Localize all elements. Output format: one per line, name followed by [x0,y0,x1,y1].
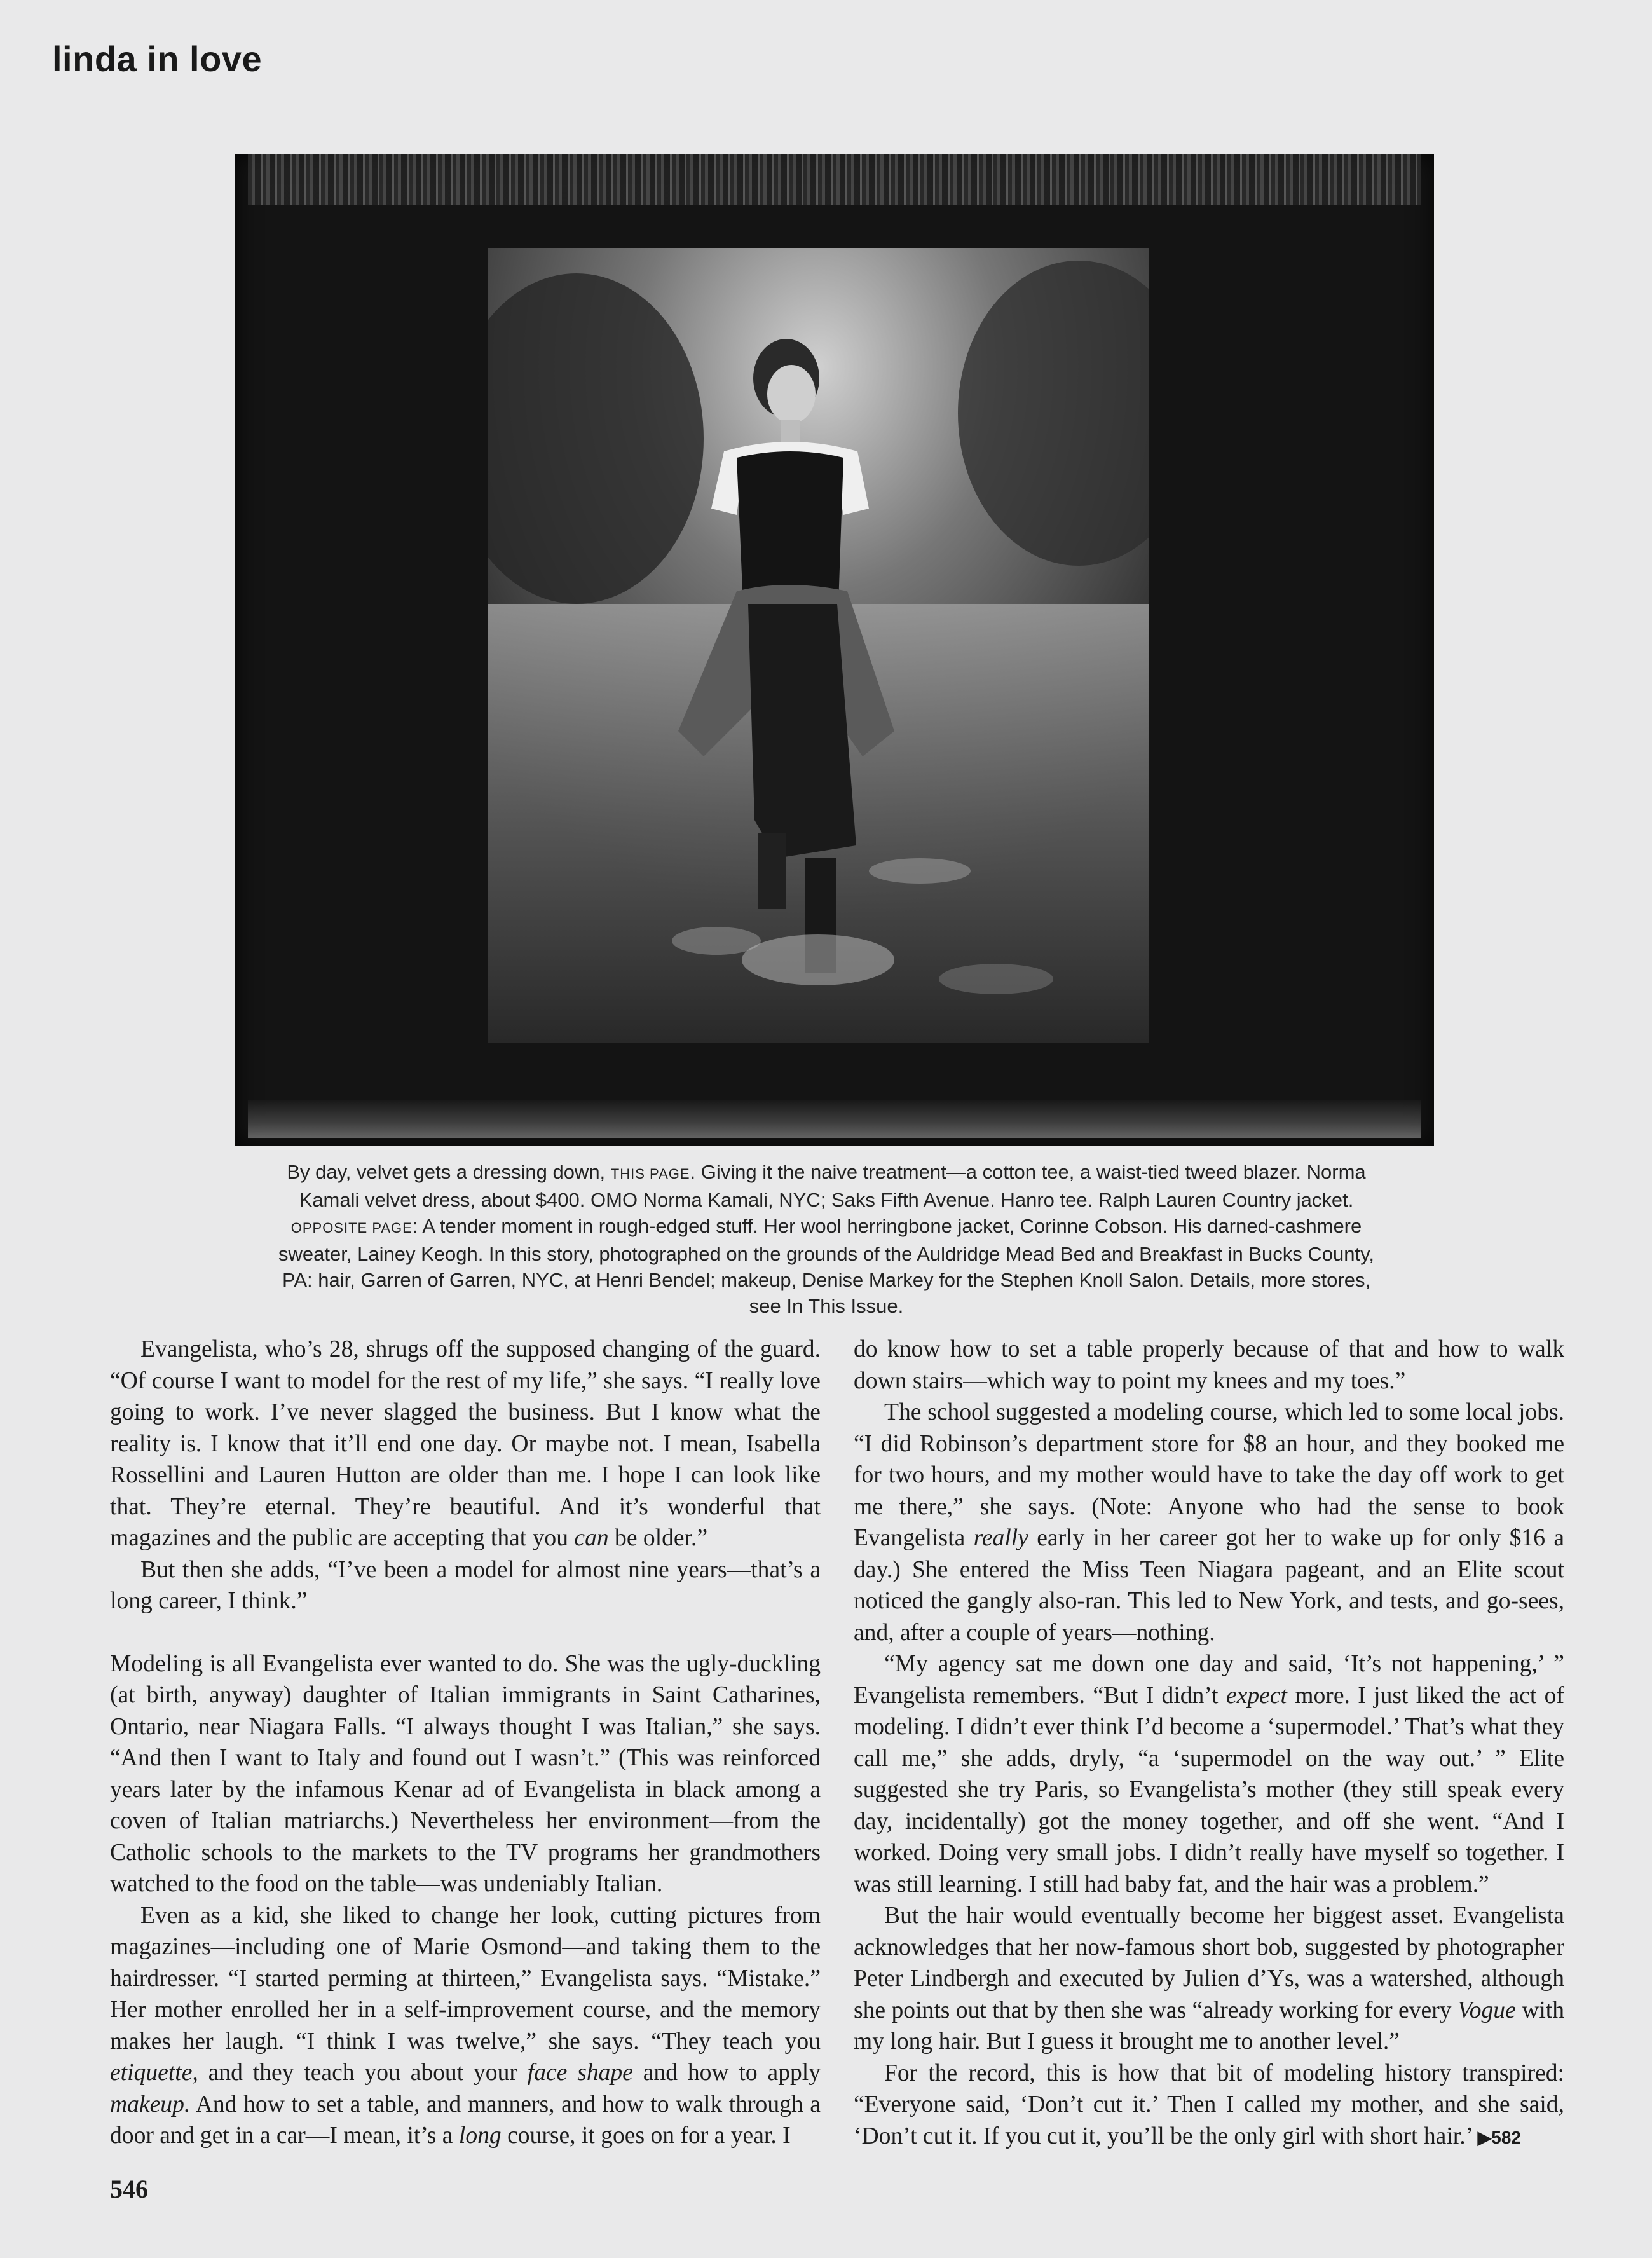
caption-label-this-page: THIS PAGE [610,1166,690,1182]
emphasis: face shape [527,2060,633,2086]
emphasis: really [973,1525,1028,1551]
text-run: Evangelista, who’s 28, shrugs off the supposed changing of the guard. “Of course I want to model for the rest of my life,” she says. “I really love going to work. I’ve never slagged the business. But I know what the reality is. I know that it’ll end one day. Or maybe not. I mean, Isabella Rossellini and Lauren Hutton are older than me. I hope I can look like that. They’re eternal. They’re beautiful. And it’s wonderful that magazines and the public are accepting that you [110,1336,821,1551]
text-run: and how to apply [632,2060,821,2086]
photo-frame [235,154,1434,1146]
emphasis: can [574,1525,609,1551]
section-header: linda in love [52,39,263,79]
paragraph: do know how to set a table properly because of that and how to walk down stairs—which way to point my knees and my toes.” [854,1336,1564,1394]
caption-text-2: . Giving it the naive treatment—a cotton tee, a waist-tied tweed blazer. Norma Kamali velvet dress, about $400. OMO Norma Kamali, NYC; Saks Fifth Avenue. Hanro tee. Ralph Lauren Country jacket. [299,1161,1366,1211]
emphasis: expect [1225,1682,1287,1709]
emphasis: Vogue [1457,1997,1516,2023]
page-number: 546 [110,2175,148,2203]
paragraph: Modeling is all Evangelista ever wanted to do. She was the ugly-duckling (at birth, anyway) daughter of Italian immigrants in Saint Catharines, Ontario, near Niagara Falls. “I always thought I was Italian,” she says. “And then I want to Italy and found out I wasn’t.” (This was reinforced years later by the infamous Kenar ad of Evangelista in black among a coven of Italian matriarchs.) Nevertheless her environment—from the Catholic schools to the markets to the TV programs her grandmothers watched to the food on the table—was undeniably Italian. [110,1650,821,1897]
paragraph [854,1648,1564,1900]
fashion-photo-illustration [488,248,1149,1043]
photo-caption [267,1159,1386,1319]
text-run: and they teach you about your [198,2060,528,2086]
text-run: with my long hair. But I guess it brought me to another level.” [854,1997,1565,2055]
frame-edge-bottom [248,1100,1421,1138]
paragraph [110,1334,821,1554]
emphasis: long [458,2123,502,2149]
caption-text-1: By day, velvet gets a dressing down, [287,1161,611,1183]
text-run: Even as a kid, she liked to change her look, cutting pictures from magazines—including one of Marie Osmond—and taking them to the hairdresser. “I started perming at thirteen,” Evangelista says. “Mistake.” Her mother enrolled her in a self-improvement course, and the memory makes her laugh. “I think I was twelve,” she says. “They teach you [110,1902,821,2055]
text-run: more. I just liked the act of modeling. I didn’t ever think I’d become a ‘supermodel.’ That’s what they call me,” she adds, dryly, “a ‘supermodel on the way out.’ ” Elite suggested she try Paris, so Evangelista’s mother (they still speak every day, incidentally) got the money together, and off she went. “And I worked. Doing very small jobs. I didn’t really have myself so together. I was still learning. I still had baby fat, and the hair was a problem.” [854,1682,1564,1898]
paragraph: But then she adds, “I’ve been a model for almost nine years—that’s a long career, I think.” [110,1556,821,1614]
article-column-right [854,1334,1564,2153]
paragraph [854,1900,1564,2058]
emphasis: etiquette, [110,2060,198,2086]
caption-text-3: : A tender moment in rough-edged stuff. Her wool herringbone jacket, Corinne Cobson. His darned-cashmere sweater, Lainey Keogh. In this story, photographed on the grounds of the Auldridge Mead Bed and Breakfast in Bucks County, PA: hair, Garren of Garren, NYC, at Henri Bendel; makeup, Denise Markey for the Stephen Knoll Salon. Details, more stores, see In This Issue. [278,1215,1374,1317]
text-run: For the record, this is how that bit of modeling history transpired: “Everyone said, ‘Don’t cut it.’ Then I called my mother, and she said, ‘Don’t cut it. If you cut it, you’ll be the only girl with short hair.’ [854,2060,1564,2149]
emphasis: makeup. [110,2091,191,2118]
caption-label-opposite-page: OPPOSITE PAGE [290,1220,413,1236]
text-run: But the hair would eventually become her biggest asset. Evangelista acknowledges that her now-famous short bob, suggested by photographer Peter Lindbergh and executed by Julien d’Ys, was a watershed, although she points out that by then she was “already working for every [854,1903,1564,2023]
text-run: course, it goes on for a year. I [501,2123,791,2149]
paragraph [854,2058,1564,2154]
text-run: be older.” [608,1525,708,1551]
text-run: “My agency sat me down one day and said, ‘It’s not happening,’ ” Evangelista remembers. “But I didn’t [854,1651,1564,1709]
fashion-photo [488,248,1149,1043]
paragraph [854,1397,1564,1648]
article-column-left [110,1334,821,2152]
text-run: early in her career got her to wake up for only $16 a day.) She entered the Miss Teen Niagara pageant, and an Elite scout noticed the gangly also-ran. This led to New York, and tests, and go-sees, and, after a couple of years—nothing. [854,1525,1564,1646]
continued-on-page-jump: ▶582 [1477,2127,1521,2147]
frame-edge-top [248,154,1421,205]
text-run: And how to set a table, and manners, and how to walk through a door and get in a car—I mean, it’s a [110,2091,821,2149]
paragraph [110,1900,821,2152]
text-run: The school suggested a modeling course, which led to some local jobs. “I did Robinson’s department store for $8 an hour, and they booked me for two hours, and my mother would have to take the day off work to get me there,” she says. (Note: Anyone who had the sense to book Evangelista [854,1399,1564,1551]
